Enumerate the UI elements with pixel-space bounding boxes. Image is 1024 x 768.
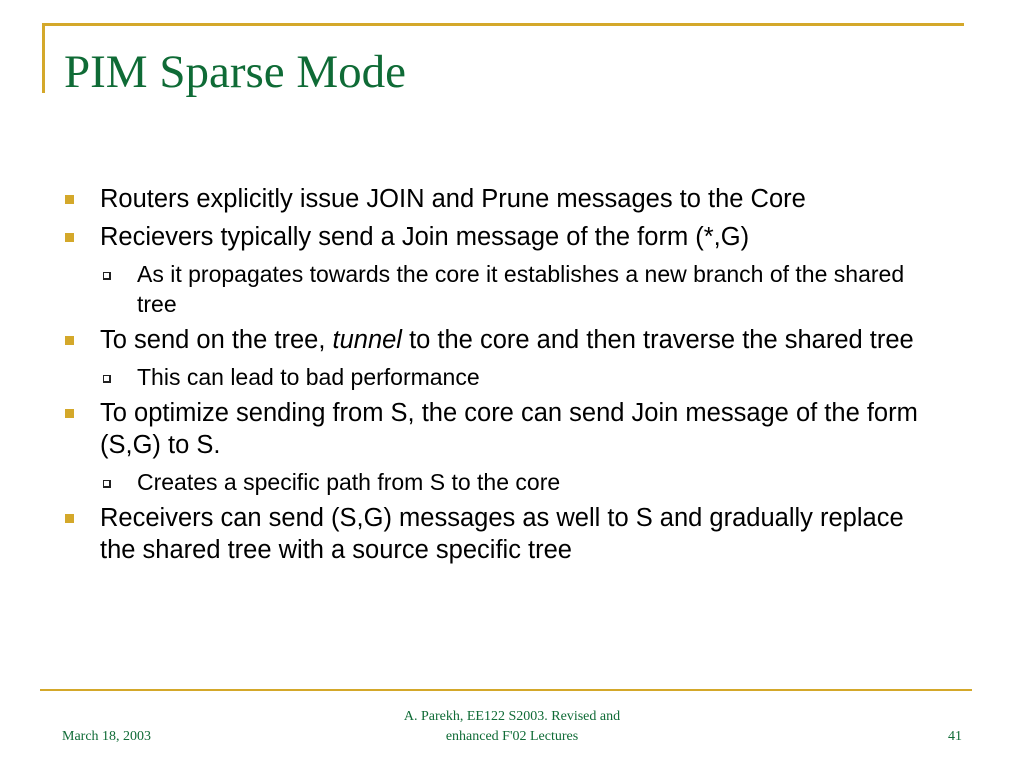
bullet-item xyxy=(0,397,945,461)
sub-bullet-item xyxy=(0,362,947,392)
page-number: 41 xyxy=(948,729,962,744)
footer-credit xyxy=(362,707,662,747)
sub-bullet-text: As it propagates towards the core it establishes a new branch of the shared tree xyxy=(137,261,905,317)
bullet-text: Routers explicitly issue JOIN and Prune messages to the Core xyxy=(100,185,806,213)
bullet-text-end: to the core and then traverse the shared tree xyxy=(401,326,914,354)
bullet-list xyxy=(0,183,1024,572)
sub-bullet-item xyxy=(0,259,947,319)
hollow-square-bullet-icon xyxy=(103,480,111,488)
bullet-item xyxy=(0,221,945,253)
footer-credit-line2: enhanced F'02 Lectures xyxy=(445,729,579,744)
square-bullet-icon xyxy=(65,336,74,345)
slide-title: PIM Sparse Mode xyxy=(64,46,407,98)
bullet-text: To optimize sending from S, the core can send Join message of the form (S,G) to S. xyxy=(100,399,918,459)
square-bullet-icon xyxy=(65,195,74,204)
sub-bullet-text: Creates a specific path from S to the core xyxy=(137,469,561,495)
bullet-text: Receivers can send (S,G) messages as well to S and gradually replace the shared tree with a source specific tree xyxy=(100,504,904,564)
sub-bullet-text: This can lead to bad performance xyxy=(137,364,480,390)
footer-date: March 18, 2003 xyxy=(62,729,152,744)
bullet-text: Recievers typically send a Join message of the form (*,G) xyxy=(100,223,750,251)
bullet-item xyxy=(0,324,945,356)
hollow-square-bullet-icon xyxy=(103,272,111,280)
hollow-square-bullet-icon xyxy=(103,375,111,383)
sub-bullet-item xyxy=(0,467,947,497)
footer-credit-line1: A. Parekh, EE122 S2003. Revised and xyxy=(403,709,621,724)
bullet-item xyxy=(0,502,945,566)
bullet-item xyxy=(0,183,945,215)
title-frame-top-line xyxy=(42,23,964,26)
footer-divider xyxy=(40,689,972,691)
title-frame-left-line xyxy=(42,23,45,93)
square-bullet-icon xyxy=(65,409,74,418)
square-bullet-icon xyxy=(65,233,74,242)
bullet-emphasis: tunnel xyxy=(332,326,402,354)
square-bullet-icon xyxy=(65,514,74,523)
bullet-text-start: To send on the tree, xyxy=(100,326,333,354)
